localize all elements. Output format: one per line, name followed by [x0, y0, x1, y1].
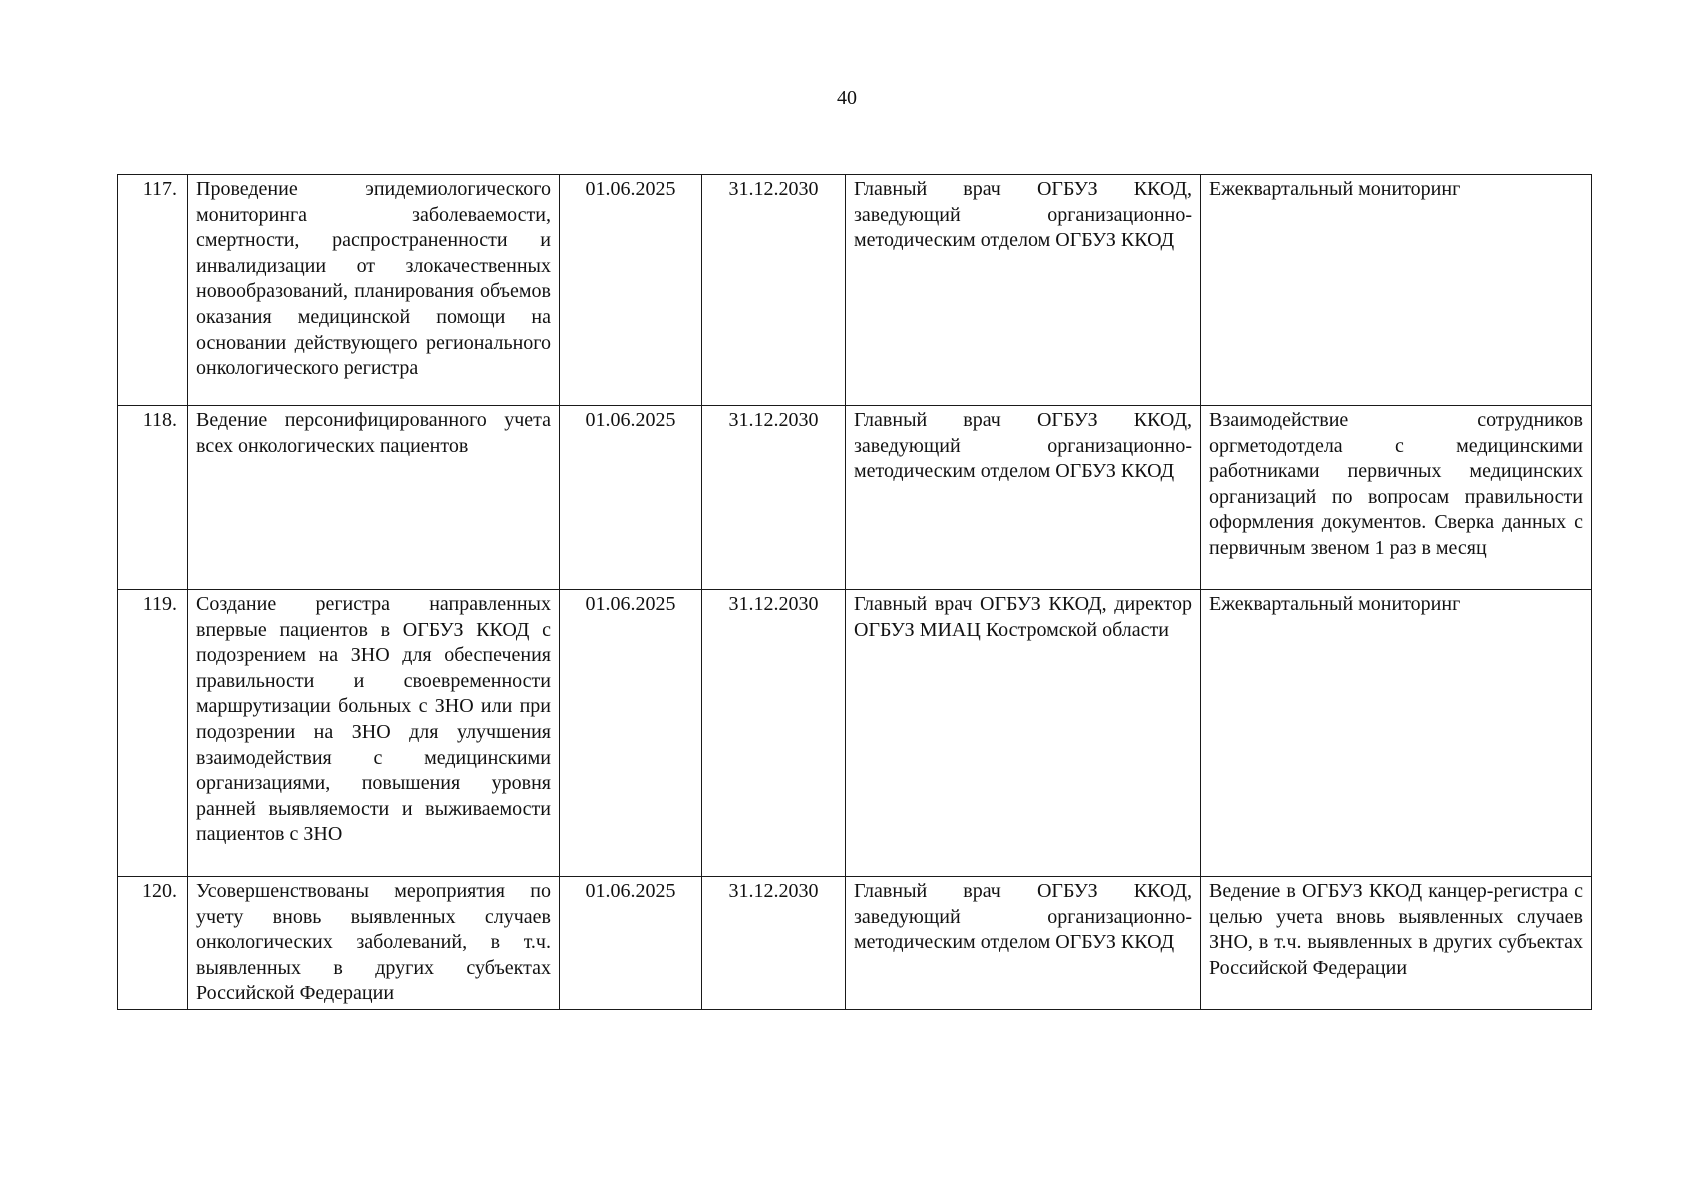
result-cell: Ведение в ОГБУЗ ККОД канцер-регистра с целью учета вновь выявленных случаев ЗНО, в т.ч. выявленных в других субъектах Российской Федерации: [1201, 877, 1592, 1010]
responsible-cell: Главный врач ОГБУЗ ККОД, заведующий организационно-методическим отделом ОГБУЗ ККОД: [846, 175, 1201, 406]
end-date-cell: 31.12.2030: [702, 877, 846, 1010]
page-number: 40: [837, 87, 857, 109]
start-date-cell: 01.06.2025: [560, 406, 702, 590]
result-cell: Ежеквартальный мониторинг: [1201, 590, 1592, 877]
activity-cell: Создание регистра направленных впервые пациентов в ОГБУЗ ККОД с подозрением на ЗНО для обеспечения правильности и своевременности маршрутизации больных с ЗНО или при подозрении на ЗНО для улучшения взаимодействия с медицинскими организациями, повышения уровня ранней выявляемости и выживаемости пациентов с ЗНО: [188, 590, 560, 877]
responsible-cell: Главный врач ОГБУЗ ККОД, директор ОГБУЗ МИАЦ Костромской области: [846, 590, 1201, 877]
activity-cell: Ведение персонифицированного учета всех онкологических пациентов: [188, 406, 560, 590]
row-number: 117.: [118, 175, 188, 406]
start-date-cell: 01.06.2025: [560, 175, 702, 406]
end-date-cell: 31.12.2030: [702, 590, 846, 877]
row-number: 120.: [118, 877, 188, 1010]
start-date-cell: 01.06.2025: [560, 590, 702, 877]
table-row: [118, 406, 1592, 590]
result-cell: Ежеквартальный мониторинг: [1201, 175, 1592, 406]
responsible-cell: Главный врач ОГБУЗ ККОД, заведующий организационно-методическим отделом ОГБУЗ ККОД: [846, 406, 1201, 590]
activity-table: [117, 174, 1592, 1010]
end-date-cell: 31.12.2030: [702, 406, 846, 590]
responsible-cell: Главный врач ОГБУЗ ККОД, заведующий организационно-методическим отделом ОГБУЗ ККОД: [846, 877, 1201, 1010]
activity-cell: Проведение эпидемиологического мониторинга заболеваемости, смертности, распространенности и инвалидизации от злокачественных новообразований, планирования объемов оказания медицинской помощи на основании действующего регионального онкологического регистра: [188, 175, 560, 406]
table-row: [118, 877, 1592, 1010]
row-number: 119.: [118, 590, 188, 877]
row-number: 118.: [118, 406, 188, 590]
end-date-cell: 31.12.2030: [702, 175, 846, 406]
start-date-cell: 01.06.2025: [560, 877, 702, 1010]
table-row: [118, 175, 1592, 406]
result-cell: Взаимодействие сотрудников оргметодотдела с медицинскими работниками первичных медицинских организаций по вопросам правильности оформления документов. Сверка данных с первичным звеном 1 раз в месяц: [1201, 406, 1592, 590]
table-row: [118, 590, 1592, 877]
activity-cell: Усовершенствованы мероприятия по учету вновь выявленных случаев онкологических заболеваний, в т.ч. выявленных в других субъектах Российской Федерации: [188, 877, 560, 1010]
